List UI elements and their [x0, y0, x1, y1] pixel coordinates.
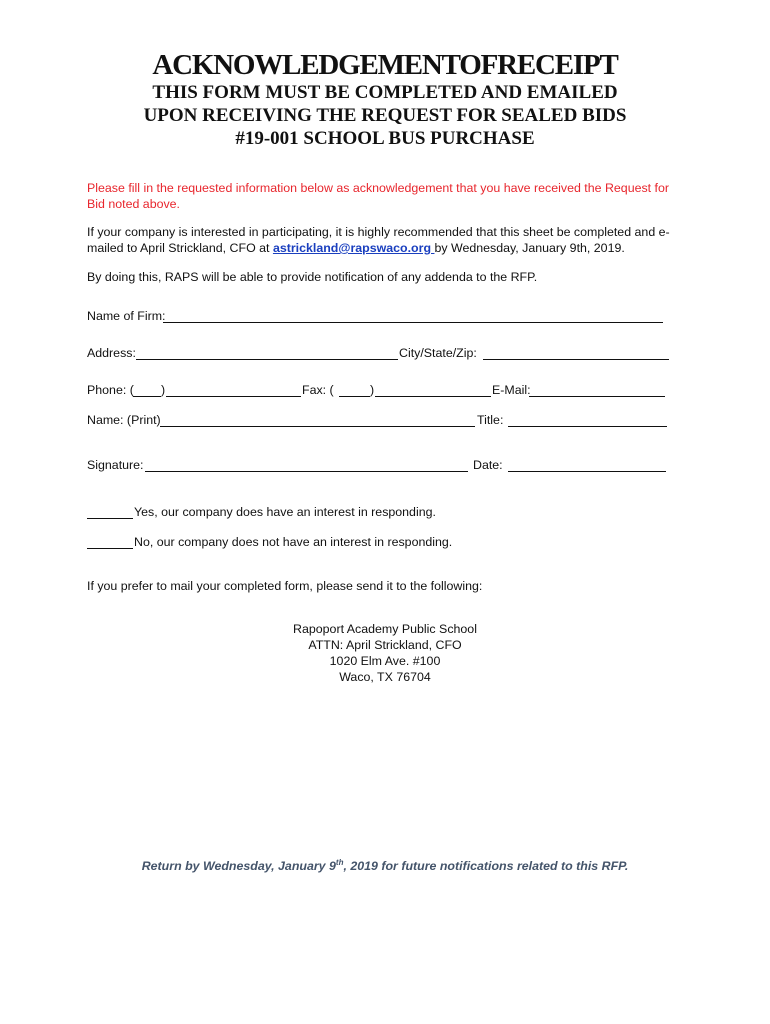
mail-intro: If you prefer to mail your completed form, please send it to the following: — [87, 579, 483, 593]
phone-fax-email-row — [87, 382, 677, 400]
address-field[interactable] — [136, 345, 398, 360]
signature-date-row — [87, 457, 677, 475]
title-label: Title: — [477, 413, 504, 427]
firm-name-field[interactable] — [163, 308, 663, 323]
address-label: Address: — [87, 346, 136, 360]
title-field[interactable] — [508, 412, 667, 427]
return-deadline-note — [0, 859, 770, 873]
subtitle-line-3: #19-001 SCHOOL BUS PURCHASE — [235, 128, 535, 149]
date-field[interactable] — [508, 457, 666, 472]
city-state-zip-label: City/State/Zip: — [399, 346, 477, 360]
signature-field[interactable] — [145, 457, 468, 472]
no-interest-row — [87, 534, 677, 552]
phone-number-field[interactable] — [166, 382, 301, 397]
email-label: E-Mail: — [492, 383, 531, 397]
name-title-row — [87, 412, 677, 430]
address-line-3: 1020 Elm Ave. #100 — [329, 654, 441, 668]
form-title: ACKNOWLEDGEMENTOFRECEIPT — [152, 49, 618, 81]
subtitle-line-1: THIS FORM MUST BE COMPLETED AND EMAILED — [152, 82, 618, 103]
footer-text-after: , 2019 for future notifications related to this RFP. — [343, 859, 629, 873]
phone-area-code-field[interactable] — [133, 382, 161, 397]
footer-superscript: th — [335, 858, 344, 867]
address-line-4: Waco, TX 76704 — [339, 670, 431, 684]
interest-paragraph — [87, 224, 677, 256]
interest-text-before: If your company is interested in participating, it is highly recommended that this sheet be completed and e-mailed to April Strickland, CFO at — [87, 225, 670, 255]
fax-paren-close: ) — [370, 383, 375, 397]
addenda-paragraph: By doing this, RAPS will be able to provide notification of any addenda to the RFP. — [87, 270, 538, 284]
email-field[interactable] — [529, 382, 665, 397]
interest-text-after: by Wednesday, January 9th, 2019. — [434, 241, 625, 255]
phone-label: Phone: ( — [87, 383, 134, 397]
address-line-2: ATTN: April Strickland, CFO — [308, 638, 462, 652]
cfo-email-link[interactable]: astrickland@rapswaco.org — [272, 241, 435, 255]
date-label: Date: — [473, 458, 503, 472]
subtitle-line-2: UPON RECEIVING THE REQUEST FOR SEALED BIDS — [143, 105, 627, 126]
fax-number-field[interactable] — [375, 382, 491, 397]
city-state-zip-field[interactable] — [483, 345, 669, 360]
yes-interest-text: Yes, our company does have an interest in responding. — [134, 505, 436, 519]
no-interest-text: No, our company does not have an interest in responding. — [134, 535, 453, 549]
red-instruction-note: Please fill in the requested information below as acknowledgement that you have received the Request for Bid noted above. — [87, 181, 670, 211]
firm-label: Name of Firm: — [87, 309, 166, 323]
yes-interest-row — [87, 504, 677, 522]
firm-row — [87, 308, 677, 326]
fax-area-code-field[interactable] — [339, 382, 370, 397]
signature-label: Signature: — [87, 458, 144, 472]
address-row — [87, 345, 677, 363]
phone-paren-close: ) — [161, 383, 166, 397]
no-interest-blank[interactable] — [87, 534, 133, 549]
print-name-label: Name: (Print) — [87, 413, 161, 427]
yes-interest-blank[interactable] — [87, 504, 133, 519]
print-name-field[interactable] — [160, 412, 475, 427]
fax-label: Fax: ( — [302, 383, 334, 397]
address-line-1: Rapoport Academy Public School — [293, 622, 477, 636]
mailing-address — [0, 621, 770, 685]
footer-text-before: Return by Wednesday, January 9 — [141, 859, 336, 873]
